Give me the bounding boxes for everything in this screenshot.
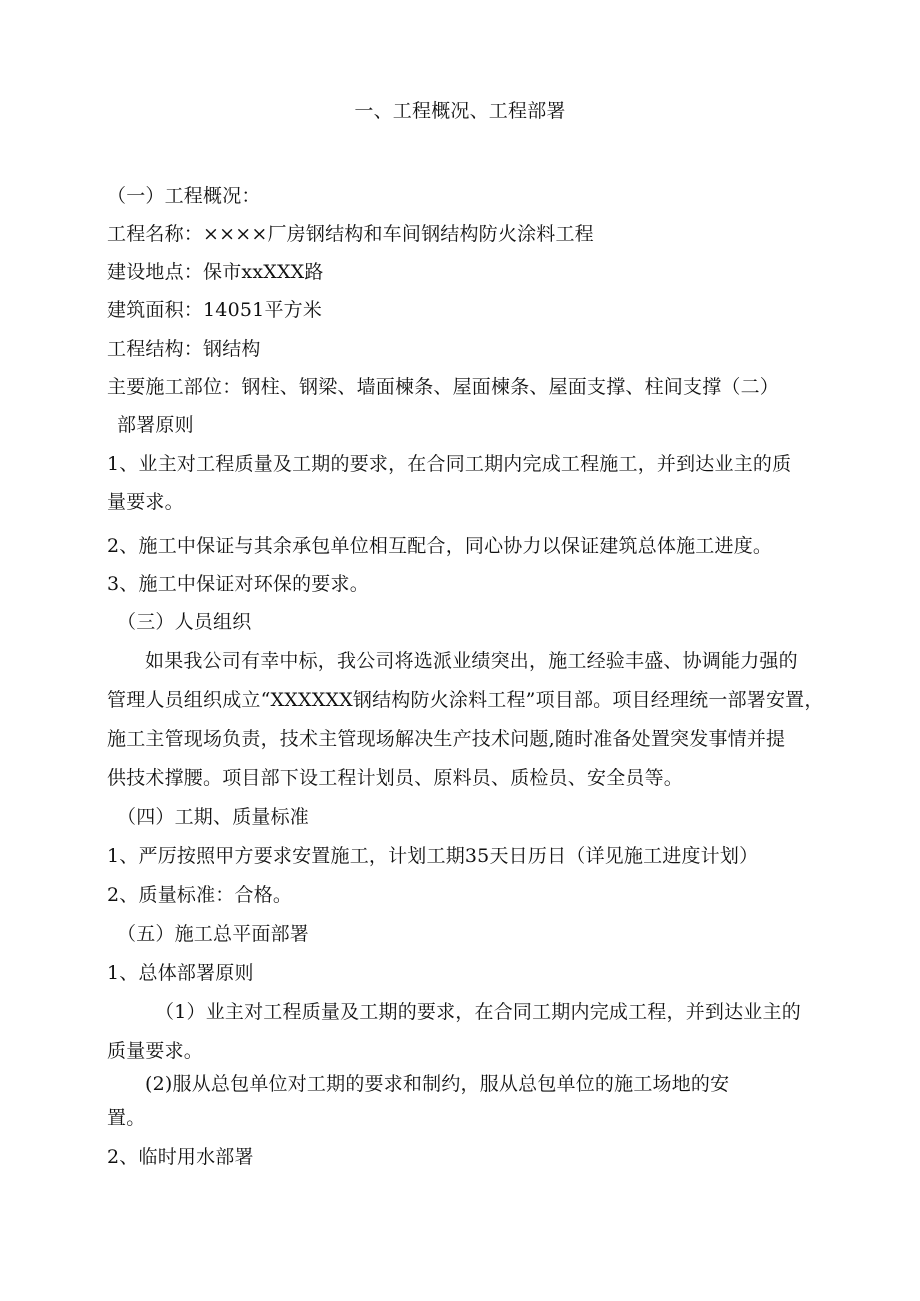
page-title: 一、工程概况、工程部署 <box>354 100 566 122</box>
principle-2-line: 2、施工中保证与其余承包单位相互配合，同心协力以保证建筑总体施工进度。 <box>107 535 773 557</box>
staff-paragraph-line-2: 管理人员组织成立“XXXXXX钢结构防火涂料工程”项目部。项目经理统一部署安置， <box>107 689 824 711</box>
layout-item-2: 2、临时用水部署 <box>107 1146 254 1168</box>
staff-paragraph-line-1: 如果我公司有幸中标，我公司将选派业绩突出，施工经验丰盛、协调能力强的 <box>145 650 798 672</box>
principle-1-line-2: 量要求。 <box>107 491 184 513</box>
section-heading-overview: （一）工程概况： <box>107 185 261 207</box>
section-heading-principles: 部署原则 <box>117 414 194 436</box>
schedule-item-1: 1、严厉按照甲方要求安置施工，计划工期35天日历日（详见施工进度计划） <box>107 845 759 867</box>
principle-1-line-1: 1、业主对工程质量及工期的要求，在合同工期内完成工程施工，并到达业主的质 <box>107 453 792 475</box>
principle-3-line: 3、施工中保证对环保的要求。 <box>107 573 369 595</box>
layout-sub-item-2-line-2: 置。 <box>107 1107 146 1129</box>
staff-paragraph-line-4: 供技术撑腰。项目部下设工程计划员、原料员、质检员、安全员等。 <box>107 767 684 789</box>
project-name-line: 工程名称：××××厂房钢结构和车间钢结构防火涂料工程 <box>107 223 594 245</box>
layout-item-1: 1、总体部署原则 <box>107 962 254 984</box>
section-heading-site-layout: （五）施工总平面部署 <box>117 923 310 945</box>
layout-sub-item-1-line-2: 质量要求。 <box>107 1040 204 1062</box>
section-heading-schedule: （四）工期、质量标准 <box>117 806 310 828</box>
structure-line: 工程结构：钢结构 <box>107 338 261 360</box>
location-line: 建设地点：保市xxXXX路 <box>107 261 324 283</box>
layout-sub-item-2-line-1: (2)服从总包单位对工期的要求和制约，服从总包单位的施工场地的安 <box>145 1073 730 1095</box>
section-heading-staff: （三）人员组织 <box>117 611 252 633</box>
staff-paragraph-line-3: 施工主管现场负责，技术主管现场解决生产技术问题,随时准备处置突发事情并提 <box>107 728 786 750</box>
schedule-item-2: 2、质量标准：合格。 <box>107 884 293 906</box>
area-line: 建筑面积：14051平方米 <box>107 299 323 321</box>
main-parts-line: 主要施工部位：钢柱、钢梁、墙面楝条、屋面楝条、屋面支撑、柱间支撑（二） <box>107 376 780 398</box>
layout-sub-item-1-line-1: （1）业主对工程质量及工期的要求，在合同工期内完成工程，并到达业主的 <box>155 1001 801 1023</box>
